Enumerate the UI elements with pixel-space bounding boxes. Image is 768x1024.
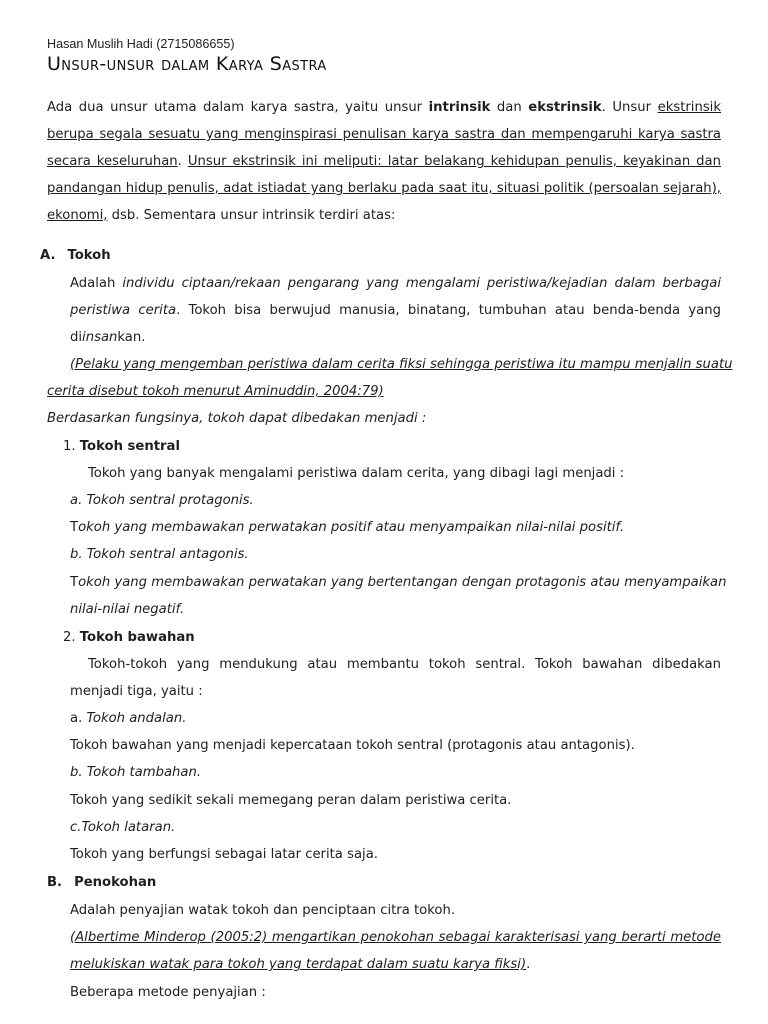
intro-line-5: ekonomi, dsb. Sementara unsur intrinsik terdiri atas:: [47, 208, 396, 223]
sub2-c-label: c.Tokoh lataran.: [70, 820, 176, 835]
tokoh-def-line-2: peristiwa cerita. Tokoh bisa berwujud manusia, binatang, tumbuhan atau benda-benda yang: [70, 303, 721, 318]
tokoh-def-line-1: Adalah individu ciptaan/rekaan pengarang yang mengalami peristiwa/kejadian dalam berbagai: [70, 276, 721, 291]
intro-line-1: Ada dua unsur utama dalam karya sastra, yaitu unsur intrinsik dan ekstrinsik. Unsur ekstrinsik: [47, 100, 721, 115]
sub2-desc-line-2: menjadi tiga, yaitu :: [70, 684, 203, 699]
penokohan-def: Adalah penyajian watak tokoh dan penciptaan citra tokoh.: [70, 903, 456, 918]
penokohan-methods-intro: Beberapa metode penyajian :: [70, 985, 266, 1000]
sub2-c-desc: Tokoh yang berfungsi sebagai latar cerita saja.: [70, 847, 378, 862]
tokoh-def-line-3: diinsankan.: [70, 330, 146, 345]
sub2-heading: 2. Tokoh bawahan: [63, 630, 195, 645]
author-line: Hasan Muslih Hadi (2715086655): [47, 37, 235, 51]
sub2-a-label: a. Tokoh andalan.: [70, 711, 187, 726]
sub1-a-label: a. Tokoh sentral protagonis.: [70, 493, 254, 508]
tokoh-quote-line-1: (Pelaku yang mengemban peristiwa dalam cerita fiksi sehingga peristiwa itu mampu menjalin suatu: [70, 357, 733, 372]
sub1-heading: 1. Tokoh sentral: [63, 439, 180, 454]
sub2-b-desc: Tokoh yang sedikit sekali memegang peran dalam peristiwa cerita.: [70, 793, 512, 808]
section-b-heading: B. Penokohan: [47, 875, 157, 890]
intro-line-4: pandangan hidup penulis, adat istiadat yang berlaku pada saat itu, situasi politik (persoalan sejarah),: [47, 181, 721, 196]
intro-line-3: secara keseluruhan. Unsur ekstrinsik ini meliputi: latar belakang kehidupan penulis, keyakinan dan: [47, 154, 721, 169]
sub1-desc: Tokoh yang banyak mengalami peristiwa dalam cerita, yang dibagi lagi menjadi :: [88, 466, 625, 481]
sub2-b-label: b. Tokoh tambahan.: [70, 765, 202, 780]
sub1-b-desc-line-1: Tokoh yang membawakan perwatakan yang bertentangan dengan protagonis atau menyampaikan: [70, 575, 727, 590]
penokohan-quote-line-1: (Albertime Minderop (2005:2) mengartikan penokohan sebagai karakterisasi yang berarti metode: [70, 930, 721, 945]
sub1-a-desc: Tokoh yang membawakan perwatakan positif atau menyampaikan nilai-nilai positif.: [70, 520, 625, 535]
tokoh-fungsi-intro: Berdasarkan fungsinya, tokoh dapat dibedakan menjadi :: [47, 411, 427, 426]
penokohan-quote-line-2: melukiskan watak para tokoh yang terdapat dalam suatu karya fiksi).: [70, 957, 531, 972]
page-title: Unsur-unsur dalam Karya Sastra: [47, 53, 327, 75]
sub2-a-desc: Tokoh bawahan yang menjadi kepercataan tokoh sentral (protagonis atau antagonis).: [70, 738, 635, 753]
sub1-b-desc-line-2: nilai-nilai negatif.: [70, 602, 185, 617]
intro-line-2: berupa segala sesuatu yang menginspirasi penulisan karya sastra dan mempengaruhi karya sastra: [47, 127, 721, 142]
sub2-desc-line-1: Tokoh-tokoh yang mendukung atau membantu tokoh sentral. Tokoh bawahan dibedakan: [88, 657, 721, 672]
sub1-b-label: b. Tokoh sentral antagonis.: [70, 547, 249, 562]
tokoh-quote-line-2: cerita disebut tokoh menurut Aminuddin, 2004:79): [47, 384, 384, 399]
section-a-heading: A. Tokoh: [40, 248, 111, 263]
